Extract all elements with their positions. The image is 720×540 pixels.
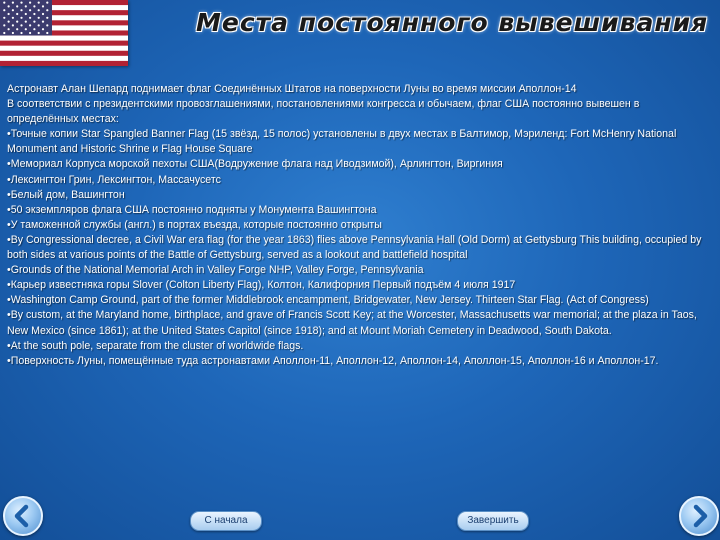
chevron-left-icon	[5, 498, 41, 534]
list-item: •Мемориал Корпуса морской пехоты США(Водружение флага над Иводзимой), Арлингтон, Виргиния	[7, 158, 503, 171]
prev-slide-button[interactable]	[3, 496, 43, 536]
list-item: •Лексингтон Грин, Лексингтон, Массачусетс	[7, 173, 221, 186]
list-item: •Точные копии Star Spangled Banner Flag (15 звёзд, 15 полос) установлены в двух местах в Балтимор, Мэриленд: Fort McHenry National Monument and Historic Shrine и Flag House Square	[7, 128, 677, 156]
us-flag-icon	[0, 0, 128, 66]
list-item: •At the south pole, separate from the cluster of worldwide flags.	[7, 339, 304, 352]
start-over-button[interactable]: С начала	[190, 511, 262, 531]
next-slide-button[interactable]	[679, 496, 719, 536]
list-item: •Grounds of the National Memorial Arch in Valley Forge NHP, Valley Forge, Pennsylvania	[7, 264, 424, 277]
list-item: •By custom, at the Maryland home, birthplace, and grave of Francis Scott Key; at the Worcester, Massachusetts war memorial; at the plaza in Taos, New Mexico (since 1861); at the United States Capitol (since 1918); and at Mount Moriah Cemetery in Deadwood, South Dakota.	[7, 309, 697, 337]
list-item: •Белый дом, Вашингтон	[7, 188, 125, 201]
list-item: •Washington Camp Ground, part of the former Middlebrook encampment, Bridgewater, New Jersey. Thirteen Star Flag. (Act of Congress)	[7, 294, 649, 307]
body-text	[7, 82, 713, 369]
finish-button[interactable]: Завершить	[457, 511, 529, 531]
text-paragraph: В соответствии с президентскими провозглашениями, постановлениями конгресса и обычаем, флаг США постоянно вывешен в определённых местах:	[7, 98, 640, 126]
list-item: •У таможенной службы (англ.) в портах въезда, которые постоянно открыты	[7, 218, 382, 231]
text-paragraph: Астронавт Алан Шепард поднимает флаг Соединённых Штатов на поверхности Луны во время миссии Аполлон-14	[7, 83, 577, 95]
list-item: •Карьер известняка горы Slover (Colton Liberty Flag), Колтон, Калифорния Первый подъём 4 июля 1917	[7, 279, 516, 292]
list-item: •By Congressional decree, a Civil War era flag (for the year 1863) flies above Pennsylvania Hall (Old Dorm) at Gettysburg This building, occupied by both sides at various points of the Battle of Gettysburg, served as a lookout and battlefield hospital	[7, 233, 702, 262]
chevron-right-icon	[681, 498, 717, 534]
page-title: Места постоянного вывешивания	[196, 8, 709, 37]
list-item: •50 экземпляров флага США постоянно подняты у Монумента Вашингтона	[7, 203, 377, 216]
list-item: •Поверхность Луны, помещённые туда астронавтами Аполлон-11, Аполлон-12, Аполлон-14, Аполлон-15, Аполлон-16 и Аполлон-17.	[7, 354, 659, 367]
